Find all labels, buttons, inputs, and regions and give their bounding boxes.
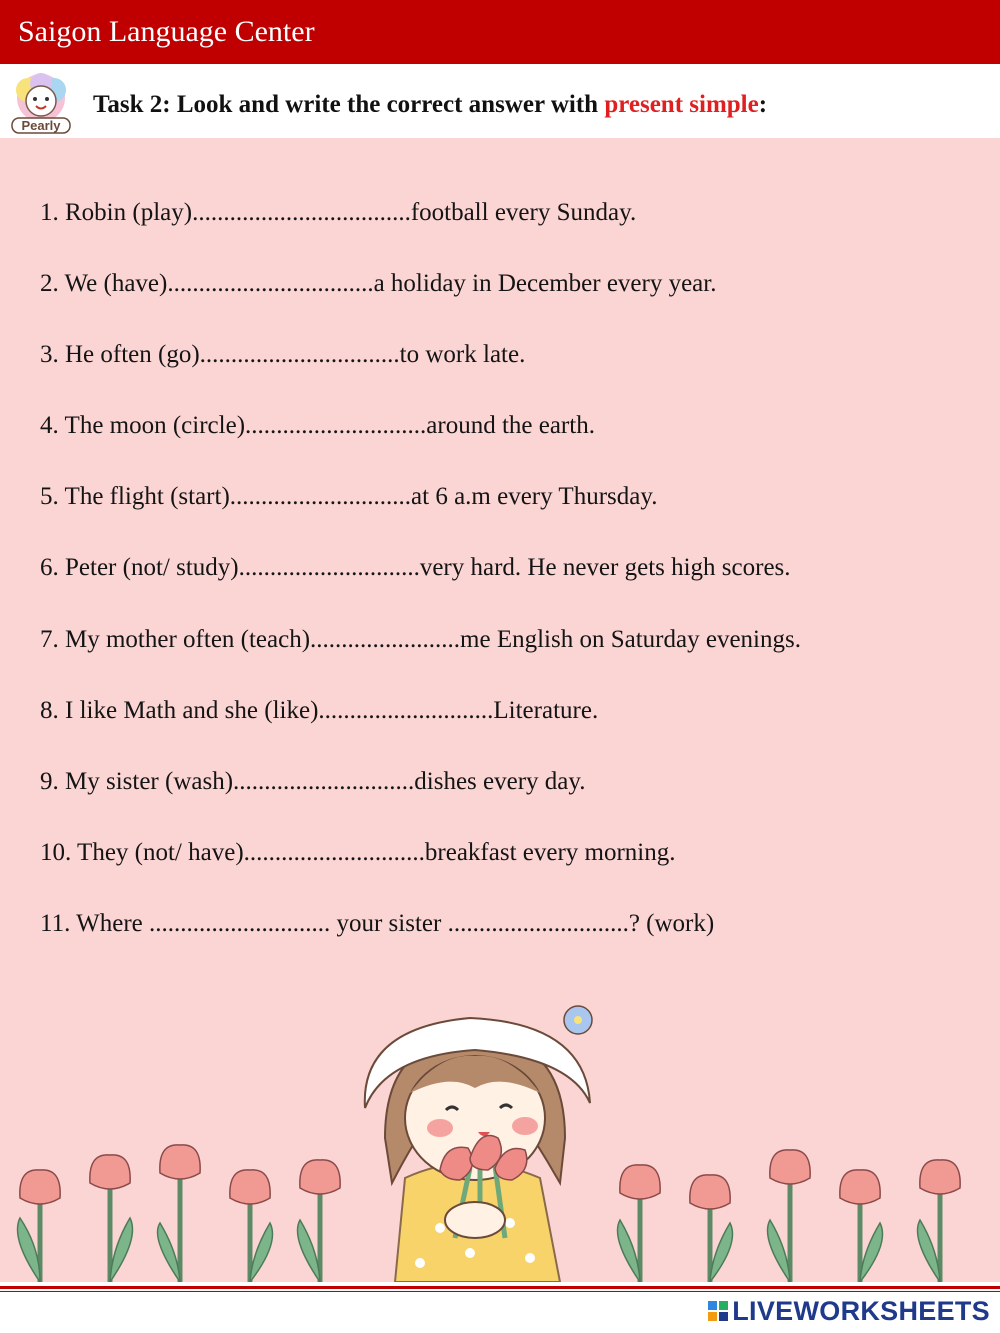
girl-tulips-illustration	[0, 998, 1000, 1282]
liveworksheets-icon	[708, 1301, 728, 1321]
question-list	[40, 195, 801, 977]
task-instruction	[93, 88, 767, 122]
logo-text: Pearly	[21, 118, 61, 133]
question-10: 10. They (not/ have).............................breakfast every morning.	[40, 838, 676, 866]
question-11: 11. Where ............................. your sister .............................? (work)	[40, 909, 715, 937]
question-6: 6. Peter (not/ study).............................very hard. He never gets high scores.	[40, 554, 791, 582]
top-banner	[0, 0, 1000, 64]
task-prefix: Task 2: Look and write the correct answer with	[93, 91, 605, 118]
liveworksheets-label: LIVEWORKSHEETS	[732, 1295, 990, 1326]
footer-divider	[0, 1286, 1000, 1289]
question-8: 8. I like Math and she (like)............................Literature.	[40, 696, 599, 724]
brand-title: Saigon Language Center	[18, 15, 315, 48]
question-5: 5. The flight (start).............................at 6 a.m every Thursday.	[40, 483, 658, 511]
worksheet-panel	[0, 138, 1000, 1282]
liveworksheets-brand[interactable]	[708, 1296, 990, 1326]
question-9: 9. My sister (wash).............................dishes every day.	[40, 767, 586, 795]
question-4: 4. The moon (circle).............................around the earth.	[40, 412, 595, 440]
question-1: 1. Robin (play)...................................football every Sunday.	[40, 199, 637, 226]
question-3: 3. He often (go)................................to work late.	[40, 341, 526, 369]
task-suffix: :	[758, 91, 768, 118]
footer	[0, 1282, 1000, 1333]
question-7: 7. My mother often (teach)........................me English on Saturday evenings.	[40, 625, 801, 653]
footer-divider-thin	[0, 1291, 1000, 1292]
task-highlight: present simple	[604, 91, 759, 118]
pearly-logo	[4, 70, 78, 136]
question-2: 2. We (have).................................a holiday in December every year.	[40, 270, 717, 298]
